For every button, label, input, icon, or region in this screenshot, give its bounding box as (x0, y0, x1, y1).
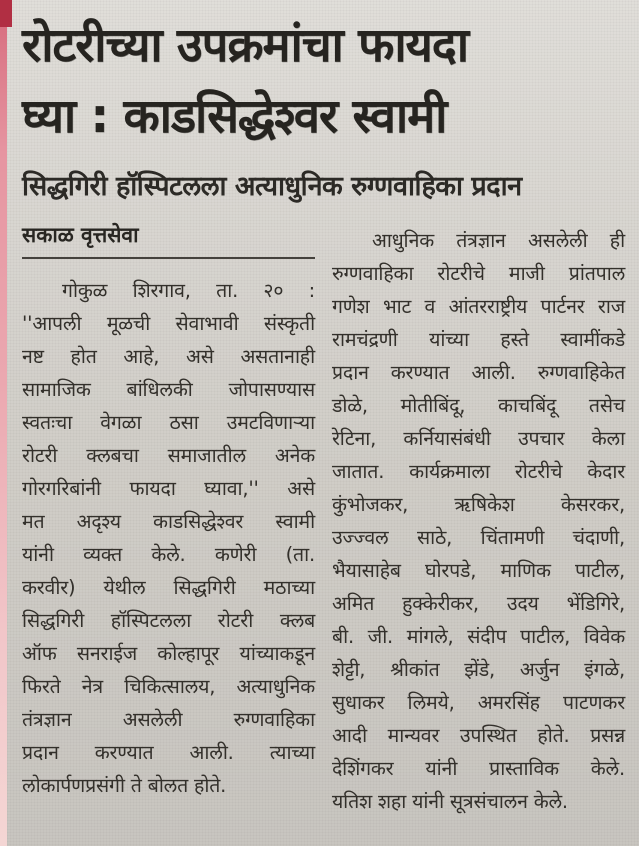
article-line: उज्ज्वल साठे, चिंतामणी चंदाणी, (332, 526, 625, 549)
article-line: प्रदान करण्यात आली. रुग्णवाहिकेत (332, 361, 625, 384)
article-line: भैयासाहेब घोरपडे, माणिक पाटील, (332, 559, 625, 582)
article-line: यांनी व्यक्त केले. कणेरी (ता. (22, 543, 315, 566)
scan-corner-mark (0, 0, 12, 27)
article-line: स्वतःचा वेगळा ठसा उमटविणाऱ्या (22, 411, 315, 434)
left-column (22, 222, 315, 818)
article-line: सुधाकर लिमये, अमरसिंह पाटणकर (332, 691, 625, 714)
article-line: रेटिना, कर्नियासंबंधी उपचार केला (332, 427, 625, 450)
article-line: सिद्धगिरी हॉस्पिटलला रोटरी क्लब (22, 609, 315, 632)
article-content (22, 10, 625, 840)
article-line: सामाजिक बांधिलकी जोपासण्यास (22, 378, 315, 401)
right-column (332, 222, 625, 818)
article-line: यतिश शहा यांनी सूत्रसंचालन केले. (332, 790, 568, 813)
article-line: जातात. कार्यक्रमाला रोटरीचे केदार (332, 460, 625, 483)
article-line: तंत्रज्ञान असलेली रुग्णवाहिका (22, 708, 315, 731)
article-line: कुंभोजकर, ऋषिकेश केसरकर, (332, 493, 625, 516)
article-line: प्रदान करण्यात आली. त्याच्या (22, 741, 315, 764)
headline-line-2: घ्या : काडसिद्धेश्वर स्वामी (22, 89, 447, 144)
byline: सकाळ वृत्तसेवा (22, 223, 139, 247)
subheadline: सिद्धगिरी हॉस्पिटलला अत्याधुनिक रुग्णवाहिका प्रदान (22, 171, 522, 202)
article-line: रुग्णवाहिका रोटरीचे माजी प्रांतपाल (332, 262, 625, 285)
article-line: मत अदृश्य काडसिद्धेश्वर स्वामी (22, 510, 315, 533)
article-line: रामचंद्रणी यांच्या हस्ते स्वामींकडे (332, 328, 625, 351)
headline (22, 10, 625, 152)
article-columns (22, 222, 625, 818)
article-line: करवीर) येथील सिद्धगिरी मठाच्या (22, 576, 315, 599)
headline-line-1: रोटरीच्या उपक्रमांचा फायदा (22, 18, 468, 73)
article-line: लोकार्पणप्रसंगी ते बोलत होते. (22, 774, 227, 797)
article-line: ''आपली मूळची सेवाभावी संस्कृती (22, 312, 315, 335)
article-line: फिरते नेत्र चिकित्सालय, अत्याधुनिक (22, 675, 315, 698)
article-line: गोकुळ शिरगाव, ता. २० : (62, 279, 315, 302)
left-paragraph (22, 274, 315, 802)
article-line: रोटरी क्लबचा समाजातील अनेक (22, 444, 315, 467)
byline-divider (22, 257, 315, 259)
article-line: बी. जी. मांगले, संदीप पाटील, विवेक (332, 625, 625, 648)
article-line: देशिंगकर यांनी प्रास्ताविक केले. (332, 757, 625, 780)
article-line: आदी मान्यवर उपस्थित होते. प्रसन्न (332, 724, 625, 747)
article-line: अमित हुक्केरीकर, उदय भेंडिगिरे, (332, 592, 625, 615)
article-line: गणेश भाट व आंतरराष्ट्रीय पार्टनर राज (332, 295, 625, 318)
right-paragraph (332, 224, 625, 818)
article-line: गोरगरिबांनी फायदा घ्यावा,'' असे (22, 477, 315, 500)
scan-edge-strip (0, 0, 7, 846)
article-line: डोळे, मोतीबिंदू, काचबिंदू तसेच (332, 394, 625, 417)
article-line: नष्ट होत आहे, असे असतानाही (22, 345, 315, 368)
article-line: आधुनिक तंत्रज्ञान असलेली ही (372, 229, 625, 252)
article-line: शेट्टी, श्रीकांत झेंडे, अर्जुन इंगळे, (332, 658, 625, 681)
article-line: ऑफ सनराईज कोल्हापूर यांच्याकडून (22, 642, 315, 665)
